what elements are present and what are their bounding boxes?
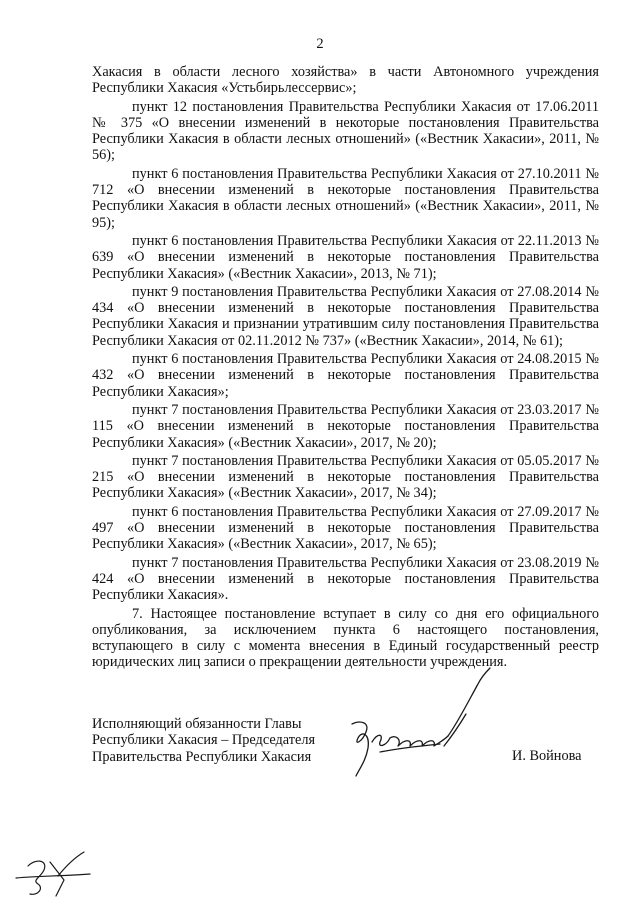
signatory-title-line: Республики Хакасия – Председателя — [92, 732, 316, 749]
paragraph: пункт 6 постановления Правительства Республики Хакасия от 27.10.2011 № 712 «О внесении изменений в некоторые постановления Правительства Республики Хакасия в области лесных отношений» («Вестник Хакасии», 2011, № 95); — [92, 165, 599, 231]
paragraph: пункт 12 постановления Правительства Республики Хакасия от 17.06.2011 № 375 «О внесении изменений в некоторые постановления Правительства Республики Хакасия в области лесных отношений» («Вестник Хакасии», 2011, № 56); — [92, 98, 599, 164]
handwritten-initials — [8, 846, 98, 902]
handwritten-signature — [340, 662, 510, 782]
paragraph: пункт 7 постановления Правительства Республики Хакасия от 23.03.2017 № 115 «О внесении изменений в некоторые постановления Правительства Республики Хакасия» («Вестник Хакасии», 2017, № 20); — [92, 401, 599, 451]
signatory-title-line: Исполняющий обязанности Главы — [92, 716, 302, 732]
signer-name: И. Войнова — [512, 748, 582, 764]
paragraph: пункт 7 постановления Правительства Республики Хакасия от 23.08.2019 № 424 «О внесении изменений в некоторые постановления Правительства Республики Хакасия». — [92, 554, 599, 604]
paragraph: пункт 7 постановления Правительства Республики Хакасия от 05.05.2017 № 215 «О внесении изменений в некоторые постановления Правительства Республики Хакасия» («Вестник Хакасии», 2017, № 34); — [92, 452, 599, 502]
signatory-title — [92, 716, 315, 765]
page-number: 2 — [316, 36, 324, 52]
signatory-title-line: Правительства Республики Хакасия — [92, 748, 312, 765]
paragraph: пункт 9 постановления Правительства Республики Хакасия от 27.08.2014 № 434 «О внесении изменений в некоторые постановления Правительства Республики Хакасия и признании утратившим силу постановления Правительства Республики Хакасия от 02.11.2012 № 737» («Вестник Хакасии», 2014, № 61); — [92, 283, 599, 349]
paragraph: 7. Настоящее постановление вступает в силу со дня его официального опубликования, за исключением пункта 6 настоящего постановления, вступающего в силу с момента внесения в Единый государственный реестр юридических лиц записи о прекращении деятельности учреждения. — [92, 605, 599, 671]
paragraph: пункт 6 постановления Правительства Республики Хакасия от 22.11.2013 № 639 «О внесении изменений в некоторые постановления Правительства Республики Хакасия» («Вестник Хакасии», 2013, № 71); — [92, 232, 599, 282]
document-body — [92, 64, 599, 673]
paragraph: пункт 6 постановления Правительства Республики Хакасия от 24.08.2015 № 432 «О внесении изменений в некоторые постановления Правительства Республики Хакасия»; — [92, 351, 599, 400]
paragraph: Хакасия в области лесного хозяйства» в части Автономного учреждения Республики Хакасия «Устьбирьлессервис»; — [92, 64, 599, 97]
paragraph: пункт 6 постановления Правительства Республики Хакасия от 27.09.2017 № 497 «О внесении изменений в некоторые постановления Правительства Республики Хакасия» («Вестник Хакасии», 2017, № 65); — [92, 503, 599, 553]
